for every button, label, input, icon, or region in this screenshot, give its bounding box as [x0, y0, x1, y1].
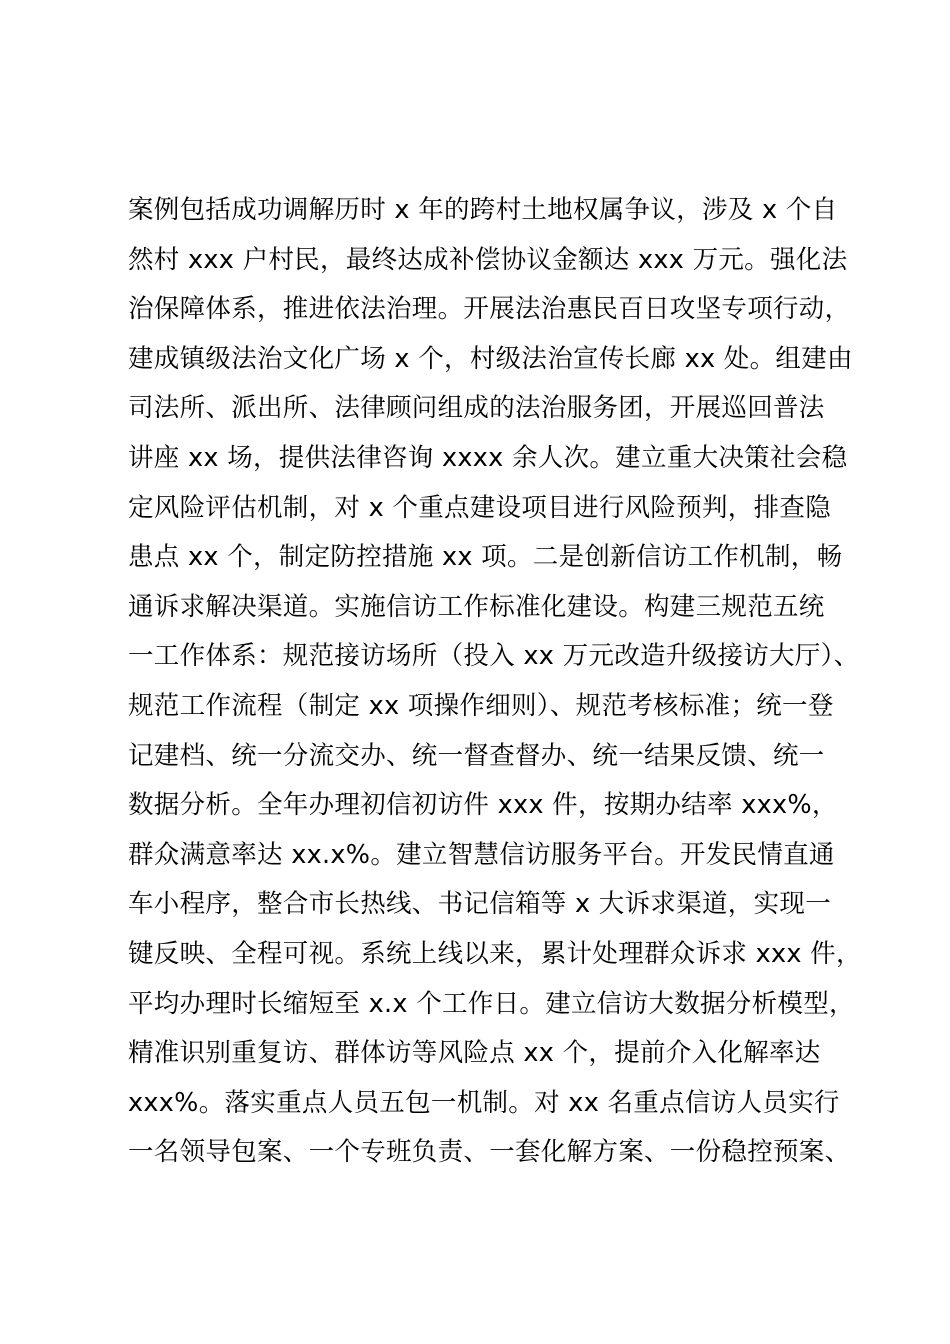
text-line: 精准识别重复访、群体访等风险点 xx 个，提前介入化解率达 [128, 1038, 821, 1069]
text-line: 一工作体系：规范接访场所（投入 xx 万元改造升级接访大厅）、 [128, 641, 860, 672]
text-line: xxx%。落实重点人员五包一机制。对 xx 名重点信访人员实行 [128, 1087, 840, 1118]
text-line: 案例包括成功调解历时 x 年的跨村土地权属争议，涉及 x 个自 [128, 195, 838, 225]
text-line: 通诉求解决渠道。实施信访工作标准化建设。构建三规范五统 [128, 591, 825, 622]
text-line: 然村 xxx 户村民，最终达成补偿协议金额达 xxx 万元。强化法 [128, 244, 848, 275]
text-line: 规范工作流程（制定 xx 项操作细则）、规范考核标准；统一登 [128, 690, 834, 721]
text-line: 建成镇级法治文化广场 x 个，村级法治宣传长廊 xx 处。组建由 [128, 343, 853, 374]
text-line: 记建档、统一分流交办、统一督查督办、统一结果反馈、统一 [128, 740, 825, 771]
text-line: 群众满意率达 xx.x%。建立智慧信访服务平台。开发民情直通 [128, 839, 835, 870]
text-line: 治保障体系，推进依法治理。开展法治惠民百日攻坚专项行动， [128, 294, 851, 325]
text-line: 数据分析。全年办理初信初访件 xxx 件，按期办结率 xxx%， [128, 790, 838, 821]
text-line: 车小程序，整合市长热线、书记信箱等 x 大诉求渠道，实现一 [128, 889, 832, 920]
body-paragraph [128, 186, 862, 1178]
text-line: 键反映、全程可视。系统上线以来，累计处理群众诉求 xxx 件， [128, 938, 862, 969]
text-line: 一名领导包案、一个专班负责、一套化解方案、一份稳控预案、 [128, 1137, 851, 1168]
text-line: 讲座 xx 场，提供法律咨询 xxxx 余人次。建立重大决策社会稳 [128, 442, 848, 473]
text-line: 司法所、派出所、法律顾问组成的法治服务团，开展巡回普法 [128, 393, 825, 424]
text-line: 定风险评估机制，对 x 个重点建设项目进行风险预判，排查隐 [128, 492, 832, 523]
text-line: 平均办理时长缩短至 x.x 个工作日。建立信访大数据分析模型， [128, 988, 855, 1019]
text-line: 患点 xx 个，制定防控措施 xx 项。二是创新信访工作机制，畅 [128, 542, 843, 573]
